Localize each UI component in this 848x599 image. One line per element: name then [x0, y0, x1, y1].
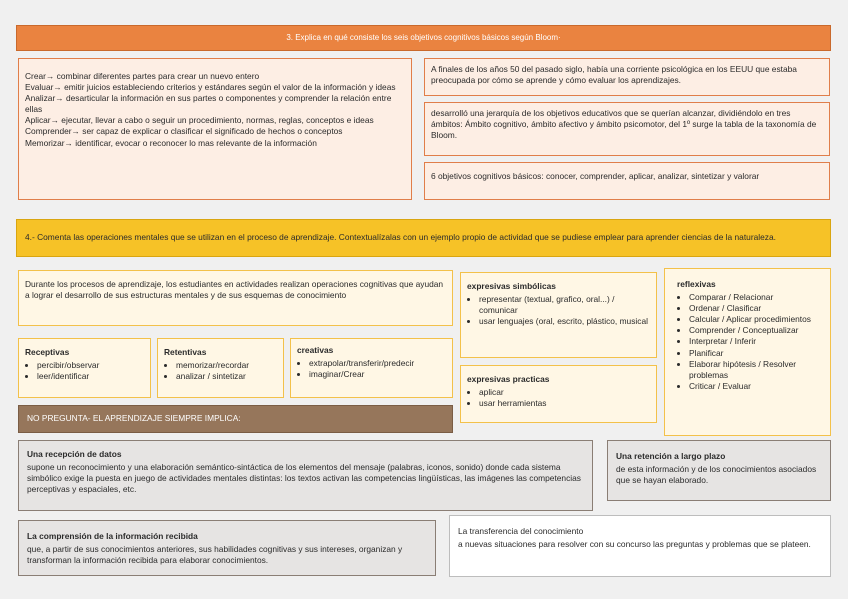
creativas-title: creativas: [297, 345, 334, 355]
no-pregunta-bar: [18, 405, 453, 433]
transferencia-title: La transferencia del conocimiento: [458, 526, 584, 536]
reflexivas-item: • Ordenar / Clasificar: [689, 303, 820, 314]
level-evaluar: Evaluar→ emitir juicios estableciendo criterios y estándares según el valor de la información y ideas: [25, 82, 396, 93]
retencion-text: de esta información y de los conocimientos asociados que se hayan elaborado.: [616, 464, 817, 486]
q3-header-text: 3. Explica en qué consiste los seis objetivos cognitivos básicos según Bloom·: [286, 32, 561, 42]
recepcion-box: [18, 440, 593, 511]
creativas-item: • extrapolar/transferir/predecir: [309, 358, 446, 369]
retentivas-list: [164, 360, 277, 382]
creativas-box: [290, 338, 453, 398]
simbolicas-title: expresivas simbólicas: [467, 281, 556, 291]
comprension-title: La comprensión de la información recibida: [27, 531, 198, 541]
q3-header: [16, 25, 831, 51]
reflexivas-box: [664, 268, 831, 436]
objectives-text: 6 objetivos cognitivos básicos: conocer, comprender, aplicar, analizar, sintetizar y valorar: [431, 171, 760, 181]
transferencia-text: a nuevas situaciones para resolver con su concurso las preguntas y problemas que se plateen.: [458, 539, 811, 550]
practicas-title: expresivas practicas: [467, 374, 550, 384]
history-box-1: [424, 58, 830, 96]
recepcion-text: supone un reconocimiento y una elaboración semántico-sintáctica de los elementos del mensaje (palabras, iconos, sonido) donde cada sistema simbólico exige la puesta en juego de actividades mentales distintas: los textos activan las competencias lingüísticas, las imágenes las competencias perceptivas y espaciales, etc.: [27, 462, 581, 495]
simbolicas-list: [467, 294, 650, 327]
recepcion-title: Una recepción de datos: [27, 449, 122, 459]
simbolicas-box: [460, 272, 657, 358]
receptivas-box: [18, 338, 151, 398]
retentivas-item: • memorizar/recordar: [176, 360, 277, 371]
level-memorizar: Memorizar→ identificar, evocar o reconocer lo mas relevante de la información: [25, 137, 317, 148]
level-comprender: Comprender→ ser capaz de explicar o clasificar el significado de hechos o conceptos: [25, 126, 343, 137]
practicas-list: [467, 387, 650, 409]
level-crear: Crear→ combinar diferentes partes para crear un nuevo entero: [25, 71, 260, 81]
reflexivas-item: • Comparar / Relacionar: [689, 292, 820, 303]
objectives-box: [424, 162, 830, 200]
transferencia-box: [449, 515, 831, 577]
reflexivas-list: [677, 292, 820, 392]
retencion-box: [607, 440, 831, 501]
comprension-text: que, a partir de sus conocimientos anteriores, sus habilidades cognitivas y sus intereses, organizan y transforman la información recibida para elaborar conocimientos.: [27, 544, 403, 566]
q4-intro-text: Durante los procesos de aprendizaje, los estudiantes en actividades realizan operaciones cognitivas que ayudan a lograr el desarrollo de sus estructuras mentales y de sus esquemas de conocimiento: [25, 279, 444, 301]
simbolicas-item: • representar (textual, grafico, oral...) / comunicar: [479, 294, 650, 316]
receptivas-item: • leer/identificar: [37, 371, 144, 382]
level-analizar: Analizar→ desarticular la información en sus partes o componentes y comprender la relación entre ellas: [25, 93, 392, 115]
practicas-item: • aplicar: [479, 387, 650, 398]
simbolicas-item: • usar lenguajes (oral, escrito, plástico, musical: [479, 316, 650, 327]
creativas-item: • imaginar/Crear: [309, 369, 446, 380]
reflexivas-item: • Interpretar / Inferir: [689, 336, 820, 347]
history-box-2: [424, 102, 830, 156]
reflexivas-item: • Comprender / Conceptualizar: [689, 325, 820, 336]
reflexivas-item: • Calcular / Aplicar procedimientos: [689, 314, 820, 325]
comprension-box: [18, 520, 436, 576]
retencion-title: Una retención a largo plazo: [616, 451, 726, 461]
retentivas-title: Retentivas: [164, 347, 207, 357]
retentivas-item: • analizar / sintetizar: [176, 371, 277, 382]
reflexivas-item: • Planificar: [689, 348, 820, 359]
practicas-item: • usar herramientas: [479, 398, 650, 409]
retentivas-box: [157, 338, 284, 398]
bloom-levels-box: [18, 58, 412, 200]
creativas-list: [297, 358, 446, 380]
history-text-1: A finales de los años 50 del pasado siglo, había una corriente psicológica en los EEUU que estaba preocupada por cómo se aprende y cómo evaluar los aprendizajes.: [431, 64, 797, 86]
history-text-2: desarrolló una jerarquía de los objetivos educativos que se querían alcanzar, dividiéndolo en tres ámbitos: Ámbito cognitivo, ámbito afectivo y ámbito psicomotor, del 1º surge la tabla de la taxonomía de Bloom.: [431, 108, 817, 141]
receptivas-item: • percibir/observar: [37, 360, 144, 371]
level-aplicar: Aplicar→ ejecutar, llevar a cabo o seguir un procedimiento, normas, reglas, conceptos e ideas: [25, 115, 374, 126]
no-pregunta-text: NO PREGUNTA- EL APRENDIZAJE SIEMPRE IMPLICA:: [27, 413, 241, 424]
reflexivas-item: • Elaborar hipótesis / Resolver problemas: [689, 359, 820, 381]
practicas-box: [460, 365, 657, 423]
receptivas-list: [25, 360, 144, 382]
reflexivas-title: reflexivas: [677, 279, 716, 289]
q4-intro-box: [18, 270, 453, 326]
receptivas-title: Receptivas: [25, 347, 70, 357]
reflexivas-item: • Criticar / Evaluar: [689, 381, 820, 392]
q4-header: [16, 219, 831, 257]
q4-header-text: 4.- Comenta las operaciones mentales que se utilizan en el proceso de aprendizaje. Contextualízalas con un ejemplo propio de actividad que se pudiese emplear para aprender ciencias de la naturaleza.: [25, 232, 776, 242]
